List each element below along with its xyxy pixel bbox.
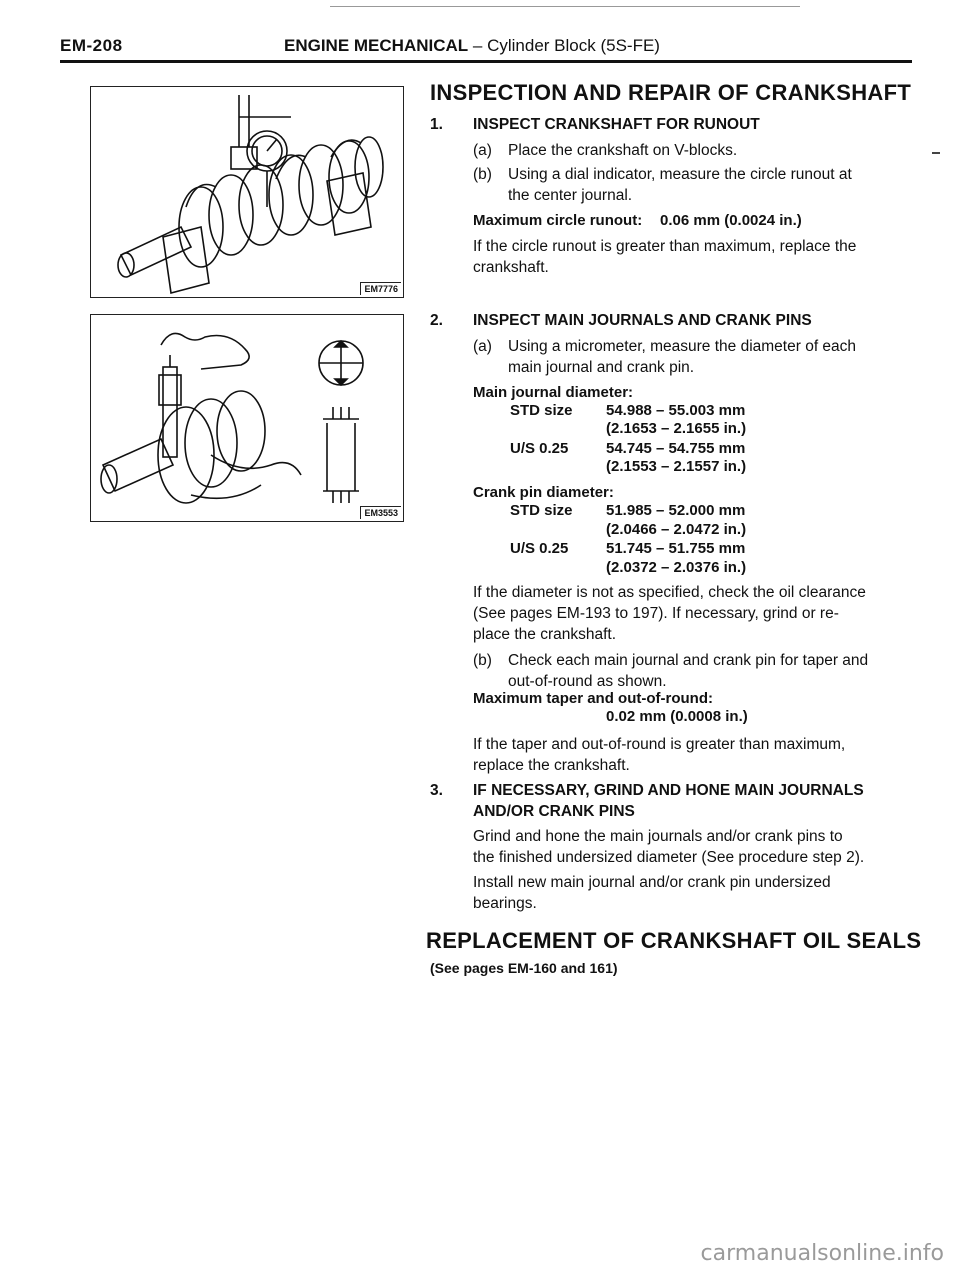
substep-text: Using a micrometer, measure the diameter of each xyxy=(508,338,857,355)
header-rule xyxy=(60,60,912,63)
step-number: 3. xyxy=(430,782,443,799)
title-separator: – xyxy=(468,36,488,55)
spec-value: 0.06 mm (0.0024 in.) xyxy=(660,212,802,229)
substep-text: the center journal. xyxy=(508,187,633,204)
body-text: the finished undersized diameter (See procedure step 2). xyxy=(473,849,865,866)
figure-code: EM3553 xyxy=(360,506,401,519)
step-number: 1. xyxy=(430,116,443,133)
section-name: ENGINE MECHANICAL xyxy=(284,36,469,55)
substep-label: (b) xyxy=(473,166,492,183)
note-text: place the crankshaft. xyxy=(473,626,617,643)
spec-label: Maximum taper and out-of-round: xyxy=(473,690,713,707)
crankshaft-runout-illustration xyxy=(91,87,403,297)
margin-mark xyxy=(932,152,940,154)
size-label: U/S 0.25 xyxy=(510,540,569,557)
spec-label: Maximum circle runout: xyxy=(473,212,643,229)
journal-measure-illustration xyxy=(91,315,403,521)
note-text: (See pages EM-193 to 197). If necessary, grind or re- xyxy=(473,605,839,622)
spec-value: 54.745 – 54.755 mm xyxy=(606,440,746,457)
substep-text: main journal and crank pin. xyxy=(508,359,695,376)
note-text: replace the crankshaft. xyxy=(473,757,630,774)
spec-value: (2.1653 – 2.1655 in.) xyxy=(606,420,747,437)
size-label: STD size xyxy=(510,502,573,519)
step-heading: INSPECT MAIN JOURNALS AND CRANK PINS xyxy=(473,312,812,329)
body-text: Install new main journal and/or crank pin undersized xyxy=(473,874,831,891)
substep-label: (a) xyxy=(473,338,492,355)
spec-value: 54.988 – 55.003 mm xyxy=(606,402,746,419)
spec-value: (2.0372 – 2.0376 in.) xyxy=(606,559,747,576)
size-label: STD size xyxy=(510,402,573,419)
spec-value: 51.745 – 51.755 mm xyxy=(606,540,746,557)
page-title xyxy=(284,36,660,56)
subsection-name: Cylinder Block (5S-FE) xyxy=(487,36,660,55)
spec-value: 0.02 mm (0.0008 in.) xyxy=(606,708,748,725)
page-number: EM-208 xyxy=(60,36,123,55)
section-heading: REPLACEMENT OF CRANKSHAFT OIL SEALS xyxy=(426,928,922,953)
size-label: U/S 0.25 xyxy=(510,440,569,457)
substep-text: Check each main journal and crank pin for taper and xyxy=(508,652,869,669)
step-heading: INSPECT CRANKSHAFT FOR RUNOUT xyxy=(473,116,760,133)
body-text: bearings. xyxy=(473,895,537,912)
step-heading: IF NECESSARY, GRIND AND HONE MAIN JOURNALS xyxy=(473,782,864,799)
figure-code: EM7776 xyxy=(360,282,401,295)
body-text: Grind and hone the main journals and/or crank pins to xyxy=(473,828,843,845)
note-text: If the diameter is not as specified, check the oil clearance xyxy=(473,584,866,601)
page-reference: (See pages EM-160 and 161) xyxy=(430,960,618,976)
substep-label: (a) xyxy=(473,142,492,159)
step-heading: AND/OR CRANK PINS xyxy=(473,803,635,820)
step-number: 2. xyxy=(430,312,443,329)
spec-value: (2.0466 – 2.0472 in.) xyxy=(606,521,747,538)
substep-text: out-of-round as shown. xyxy=(508,673,667,690)
substep-text: Using a dial indicator, measure the circle runout at xyxy=(508,166,852,183)
spec-label: Main journal diameter: xyxy=(473,384,634,401)
watermark: carmanualsonline.info xyxy=(700,1241,944,1266)
spec-value: (2.1553 – 2.1557 in.) xyxy=(606,458,747,475)
spec-label: Crank pin diameter: xyxy=(473,484,614,501)
note-text: If the taper and out-of-round is greater than maximum, xyxy=(473,736,846,753)
top-edge-rule xyxy=(330,6,800,7)
figure-crankshaft-runout xyxy=(90,86,404,298)
spec-value: 51.985 – 52.000 mm xyxy=(606,502,746,519)
substep-text: Place the crankshaft on V-blocks. xyxy=(508,142,738,159)
note-text: If the circle runout is greater than maximum, replace the xyxy=(473,238,857,255)
note-text: crankshaft. xyxy=(473,259,549,276)
section-heading: INSPECTION AND REPAIR OF CRANKSHAFT xyxy=(430,80,912,105)
substep-label: (b) xyxy=(473,652,492,669)
figure-journal-measure xyxy=(90,314,404,522)
